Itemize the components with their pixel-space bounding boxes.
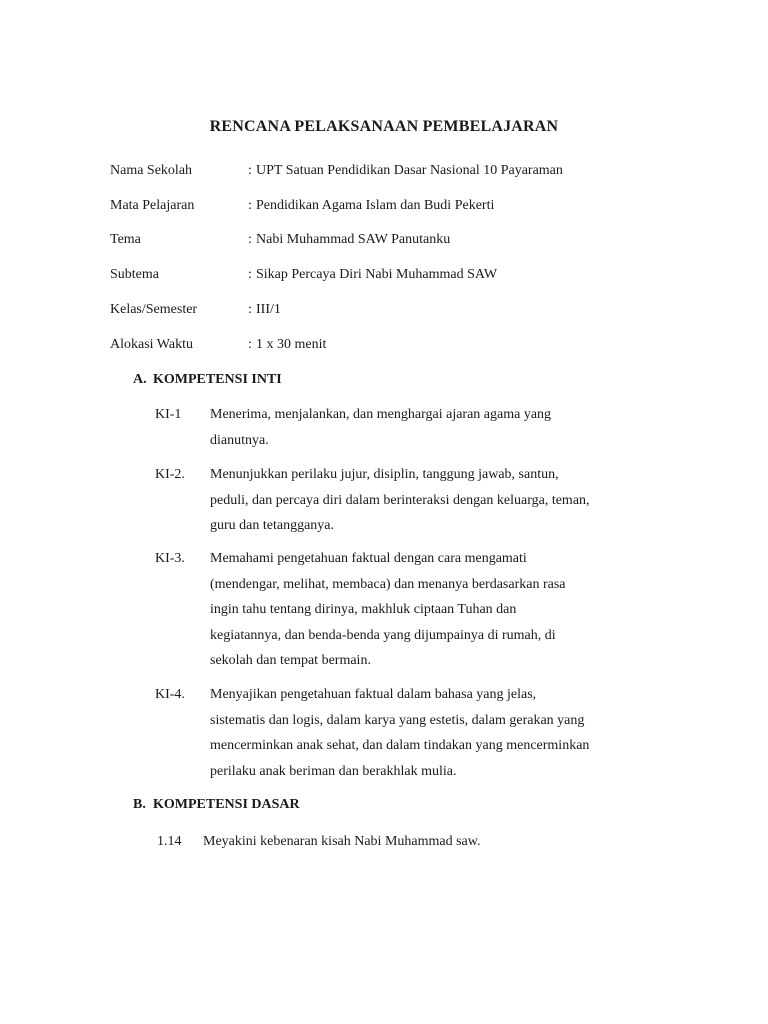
info-value: Pendidikan Agama Islam dan Budi Pekerti: [256, 198, 495, 213]
info-separator: :: [248, 232, 252, 247]
ki-item-3: [155, 546, 595, 676]
info-value: Nabi Muhammad SAW Panutanku: [256, 232, 451, 247]
info-separator: :: [248, 163, 252, 178]
section-letter: B.: [133, 797, 146, 812]
section-title: KOMPETENSI INTI: [153, 372, 282, 387]
info-label: Tema: [110, 232, 141, 247]
ki-text: Menunjukkan perilaku jujur, disiplin, tanggung jawab, santun, peduli, dan percaya diri dalam berinteraksi dengan keluarga, teman, guru dan tetangganya.: [210, 467, 590, 533]
document-title: RENCANA PELAKSANAAN PEMBELAJARAN: [209, 118, 559, 135]
ki-item-2: [155, 462, 595, 540]
kd-code: 1.14: [157, 834, 182, 849]
info-value: 1 x 30 menit: [256, 337, 327, 352]
ki-code: KI-4.: [155, 687, 185, 702]
ki-text: Menerima, menjalankan, dan menghargai ajaran agama yang dianutnya.: [210, 407, 552, 448]
info-label: Kelas/Semester: [110, 302, 198, 317]
ki-code: KI-3.: [155, 551, 185, 566]
section-letter: A.: [133, 372, 147, 387]
info-separator: :: [248, 267, 252, 282]
info-separator: :: [248, 337, 252, 352]
kd-text: Meyakini kebenaran kisah Nabi Muhammad saw.: [203, 834, 481, 849]
info-label: Subtema: [110, 267, 159, 282]
ki-item-4: [155, 682, 595, 786]
info-separator: :: [248, 198, 252, 213]
ki-text: Menyajikan pengetahuan faktual dalam bahasa yang jelas, sistematis dan logis, dalam karya yang estetis, dalam gerakan yang mencerminkan anak sehat, dan dalam tindakan yang mencerminkan perilaku anak beriman dan berakhlak mulia.: [210, 687, 590, 779]
info-value: III/1: [256, 302, 281, 317]
ki-code: KI-2.: [155, 467, 185, 482]
ki-text: Memahami pengetahuan faktual dengan cara mengamati (mendengar, melihat, membaca) dan menanya berdasarkan rasa ingin tahu tentang dirinya, makhluk ciptaan Tuhan dan kegiatannya, dan benda-benda yang dijumpainya di rumah, di sekolah dan tempat bermain.: [210, 551, 566, 668]
info-label: Nama Sekolah: [110, 163, 193, 178]
ki-code: KI-1: [155, 407, 182, 422]
ki-item-1: [155, 402, 595, 454]
info-value: UPT Satuan Pendidikan Dasar Nasional 10 Payaraman: [256, 163, 563, 178]
info-label: Mata Pelajaran: [110, 198, 195, 213]
info-value: Sikap Percaya Diri Nabi Muhammad SAW: [256, 267, 498, 282]
info-separator: :: [248, 302, 252, 317]
info-label: Alokasi Waktu: [110, 337, 193, 352]
section-title: KOMPETENSI DASAR: [153, 797, 300, 812]
